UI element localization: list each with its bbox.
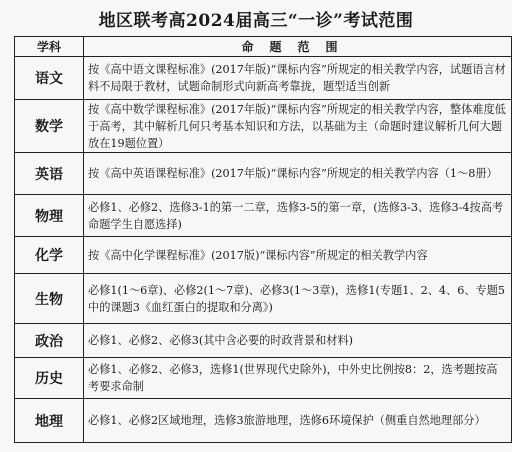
scope-cell: 必修1、必修2、选修3-1的第一二章，选修3-5的第一章，(选修3-3、选修3-4按高考命题学生自愿选择)	[84, 195, 512, 237]
subject-cell: 化学	[15, 237, 84, 274]
scope-cell: 按《高中数学课程标准》(2017年版)“课标内容”所规定的相关教学内容，整体难度低于高考，其中解析几何只考基本知识和方法，以基础为主（命题时建议解析几何大题放在19题位置）	[84, 100, 512, 153]
subject-cell: 物理	[15, 195, 84, 237]
scope-cell: 按《高中英语课程标准》(2017年版)“课标内容”所规定的相关教学内容（1～8册）	[84, 153, 512, 195]
table-row	[15, 358, 512, 399]
table-row	[15, 57, 512, 100]
table-row	[15, 153, 512, 195]
table-row	[15, 274, 512, 324]
page-title: 地区联考高2024届高三“一诊”考试范围	[98, 11, 414, 31]
subject-cell: 地理	[15, 399, 84, 443]
scope-cell: 必修1、必修2、必修3(其中含必要的时政背景和材料)	[84, 324, 512, 358]
column-header-scope: 命题范围	[84, 37, 512, 57]
scope-cell: 按《高中化学课程标准》(2017版)“课标内容”所规定的相关教学内容	[84, 237, 512, 274]
subject-cell: 政治	[15, 324, 84, 358]
scope-cell: 必修1(1～6章)、必修2(1～7章)、必修3(1～3章)，选修1(专题1、2、4、6、专题5中的课题3《血红蛋白的提取和分离》)	[84, 274, 512, 324]
scope-cell: 必修1、必修2、必修3，选修1(世界现代史除外)，中外史比例按8：2，选考题按高考要求命制	[84, 358, 512, 399]
subject-cell: 语文	[15, 57, 84, 100]
table-row	[15, 195, 512, 237]
scope-cell: 按《高中语文课程标准》(2017年版)“课标内容”所规定的相关教学内容，试题语言材料不局限于教材，试题命制形式向新高考靠拢，题型适当创新	[84, 57, 512, 100]
subject-cell: 生物	[15, 274, 84, 324]
table-row	[15, 237, 512, 274]
column-header-subject: 学科	[15, 37, 84, 57]
table-row	[15, 100, 512, 153]
subject-cell: 英语	[15, 153, 84, 195]
subject-cell: 历史	[15, 358, 84, 399]
scope-cell: 必修1、必修2区域地理，选修3旅游地理，选修6环境保护（侧重自然地理部分）	[84, 399, 512, 443]
table-row	[15, 399, 512, 443]
exam-scope-table	[14, 36, 512, 443]
table-row	[15, 324, 512, 358]
subject-cell: 数学	[15, 100, 84, 153]
table-header-row	[15, 37, 512, 57]
